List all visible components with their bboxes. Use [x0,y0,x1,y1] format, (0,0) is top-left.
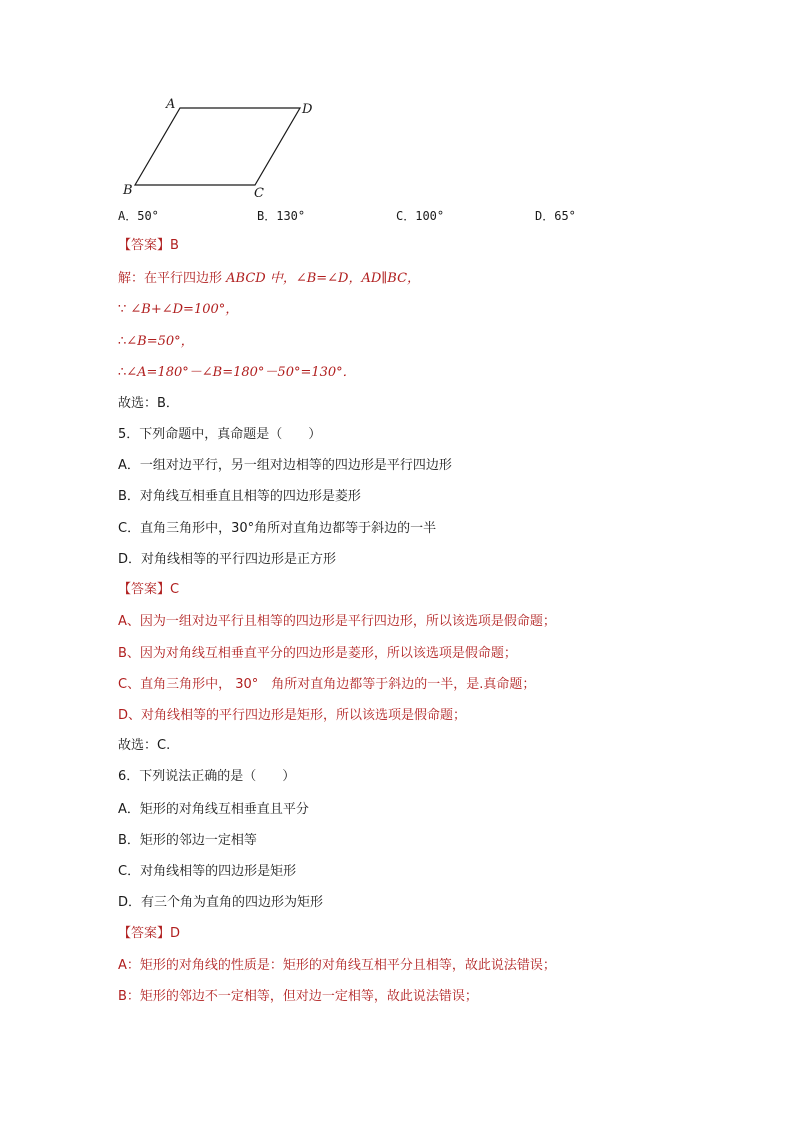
q6-answer [118,925,180,943]
q5-answer [118,581,179,599]
q6-option-c: C．对角线相等的四边形是矩形 [118,864,297,879]
q5-option-a: A．一组对边平行，另一组对边相等的四边形是平行四边形 [118,458,452,473]
vertex-label-b: B [123,183,133,198]
q5-option-c: C．直角三角形中，30°角所对直角边都等于斜边的一半 [118,521,437,536]
solution-math: ∠B=50°， [126,334,194,349]
parallelogram-shape [135,108,300,185]
answer-value: D [170,926,181,941]
q5-option-d: D．对角线相等的平行四边形是正方形 [118,552,337,567]
answer-label: 【答案】 [118,582,171,597]
therefore-symbol: ∴ [118,334,127,349]
q4-solution-line-3 [118,333,194,351]
q4-option-d: D．65° [535,209,576,223]
q4-solution-line-1 [118,270,420,288]
q4-solution-line-2 [118,301,238,319]
vertex-label-a: A [166,97,176,112]
answer-value: C [170,582,180,597]
q6-option-a: A．矩形的对角线互相垂直且平分 [118,802,309,817]
solution-math: ∠B+∠D=100°， [130,302,239,317]
q5-explanation-b: B、因为对角线互相垂直平分的四边形是菱形，所以该选项是假命题； [118,646,517,661]
because-symbol: ∵ [118,302,131,317]
solution-text: 解：在平行四边形 [118,271,227,286]
q5-explanation-d: D、对角线相等的平行四边形是矩形，所以该选项是假命题； [118,708,467,723]
q5-conclusion: 故选：C. [118,738,171,753]
q4-solution-line-4 [118,364,356,382]
q4-option-b: B．130° [257,209,306,223]
q5-explanation-a: A、因为一组对边平行且相等的四边形是平行四边形，所以该选项是假命题； [118,614,556,629]
answer-label: 【答案】 [118,926,171,941]
solution-math: ABCD 中，∠B=∠D，AD∥BC， [226,271,421,286]
q6-explanation-b: B：矩形的邻边不一定相等，但对边一定相等，故此说法错误； [118,989,478,1004]
q5-stem: 5．下列命题中，真命题是（ ） [118,427,322,442]
therefore-symbol: ∴ [118,365,127,380]
answer-value: B [170,238,179,253]
q4-answer [118,237,179,255]
solution-math: ∠A=180°－∠B=180°－50°=130°． [126,365,356,380]
vertex-label-d: D [302,102,313,117]
vertex-label-c: C [254,186,264,201]
q4-conclusion: 故选：B． [118,396,179,411]
q4-option-a: A．50° [118,209,159,223]
q5-explanation-c: C、直角三角形中， 30° 角所对直角边都等于斜边的一半，是.真命题； [118,677,536,692]
answer-label: 【答案】 [118,238,171,253]
q6-option-d: D．有三个角为直角的四边形为矩形 [118,895,324,910]
parallelogram-figure [0,0,794,210]
q6-stem: 6．下列说法正确的是（ ） [118,769,296,784]
q4-option-c: C．100° [396,209,445,223]
q6-explanation-a: A：矩形的对角线的性质是：矩形的对角线互相平分且相等，故此说法错误； [118,958,556,973]
q5-option-b: B．对角线互相垂直且相等的四边形是菱形 [118,489,361,504]
q6-option-b: B．矩形的邻边一定相等 [118,833,257,848]
